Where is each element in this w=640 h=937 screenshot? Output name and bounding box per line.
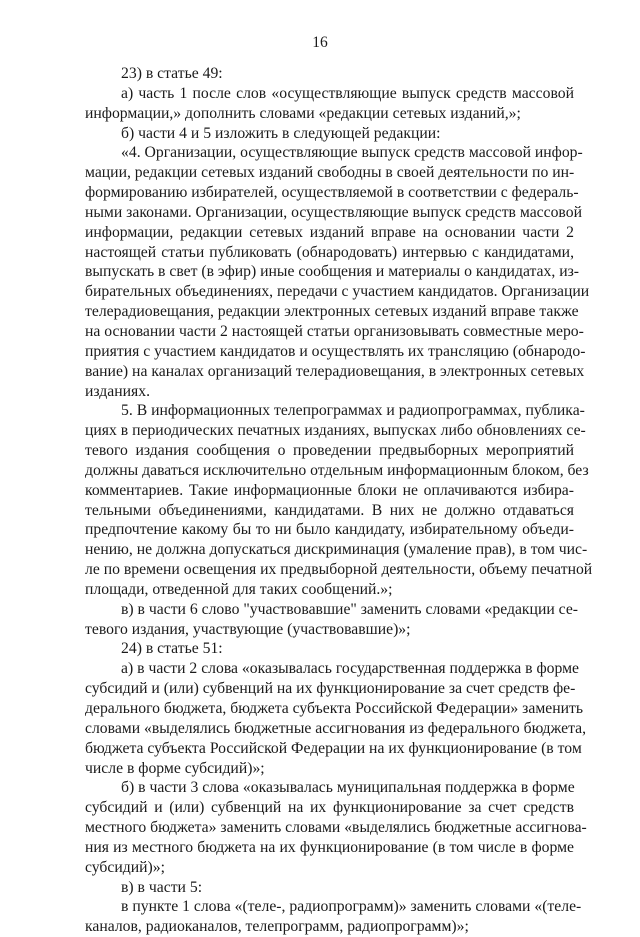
text-line: настоящей статьи публиковать (обнародовать) интервью с кандидатами,	[85, 243, 574, 261]
text-line: ния из местного бюджета на их функционирование (в том числе в форме	[85, 838, 574, 856]
text-line: вание) на каналах организаций телерадиовещания, в электронных сетевых	[85, 362, 585, 380]
text-line: субсидий)»;	[85, 858, 165, 876]
text-line: комментариев. Такие информационные блоки не оплачиваются избира-	[85, 481, 574, 499]
text-line: а) в части 2 слова «оказывалась государственная поддержка в форме	[121, 660, 579, 678]
text-line: субсидий и (или) субвенций на их функционирование за счет средств	[85, 799, 574, 817]
text-line: информации, редакции сетевых изданий вправе на основании части 2	[85, 223, 574, 241]
text-line: приятия с участием кандидатов и осуществлять их трансляцию (обнародо-	[85, 342, 586, 360]
text-line: предпочтение какому бы то ни было кандидату, избирательному объеди-	[85, 521, 574, 539]
text-line: местного бюджета» заменить словами «выделялись бюджетные ассигнова-	[85, 819, 587, 837]
text-line: дерального бюджета, бюджета субъекта Российской Федерации» заменить	[85, 700, 584, 717]
text-line: тевого издания, участвующие (участвовавшие)»;	[85, 620, 411, 638]
text-line: «4. Организации, осуществляющие выпуск средств массовой инфор-	[121, 144, 583, 162]
text-line: в) в части 6 слово "участвовавшие" заменить словами «редакции се-	[121, 600, 579, 618]
text-line: нению, не должна допускаться дискриминация (умаление прав), в том чис-	[85, 541, 588, 559]
text-line: на основании части 2 настоящей статьи организовывать совместные меро-	[85, 322, 584, 340]
text-line: субсидий и (или) субвенций на их функционирование за счет средств фе-	[85, 680, 576, 698]
page-number: 16	[312, 34, 328, 51]
text-line: информации,» дополнить словами «редакции сетевых изданий,»;	[85, 104, 521, 122]
text-line: числе в форме субсидий)»;	[85, 759, 265, 777]
text-line: бирательных объединениях, передачи с участием кандидатов. Организации	[85, 283, 590, 301]
text-line: тельными объединениями, кандидатами. В них не должно отдаваться	[85, 501, 574, 519]
text-line: каналов, радиоканалов, телепрограмм, радиопрограмм)»;	[85, 918, 469, 936]
text-line: должны даваться исключительно отдельным информационным блоком, без	[85, 461, 589, 479]
text-line: 23) в статье 49:	[121, 65, 223, 82]
text-line: тевого издания сообщения о проведении предвыборных мероприятий	[85, 442, 574, 460]
text-line: телерадиовещания, редакции электронных сетевых изданий вправе также	[85, 303, 579, 321]
text-line: 5. В информационных телепрограммах и радиопрограммах, публика-	[121, 402, 585, 420]
text-line: формированию избирателей, осуществляемой в соответствии с федераль-	[85, 184, 579, 202]
text-line: ле по времени освещения их предвыборной деятельности, объему печатной	[85, 561, 593, 579]
text-line: словами «выделялись бюджетные ассигнования из федерального бюджета,	[85, 719, 587, 737]
text-line: б) в части 3 слова «оказывалась муниципальная поддержка в форме	[121, 779, 575, 797]
text-line: в пункте 1 слова «(теле-, радиопрограмм)» заменить словами «(теле-	[121, 898, 582, 916]
text-line: 24) в статье 51:	[121, 640, 223, 658]
text-line: а) часть 1 после слов «осуществляющие выпуск средств массовой	[121, 84, 574, 102]
text-line: мации, редакции сетевых изданий свободны в своей деятельности по ин-	[85, 164, 575, 182]
text-line: площади, отведенной для таких сообщений.»;	[85, 580, 393, 598]
text-line: изданиях.	[85, 382, 151, 400]
text-line: б) части 4 и 5 изложить в следующей редакции:	[121, 124, 441, 142]
text-line: циях в периодических печатных изданиях, выпусках либо обновлениях се-	[85, 422, 586, 440]
document-body	[85, 64, 593, 937]
text-line: в) в части 5:	[121, 878, 203, 896]
text-line: выпускать в свет (в эфир) иные сообщения и материалы о кандидатах, из-	[85, 263, 580, 281]
text-line: бюджета субъекта Российской Федерации на их функционирование (в том	[85, 739, 582, 757]
text-line: ными законами. Организации, осуществляющие выпуск средств массовой	[85, 203, 582, 221]
